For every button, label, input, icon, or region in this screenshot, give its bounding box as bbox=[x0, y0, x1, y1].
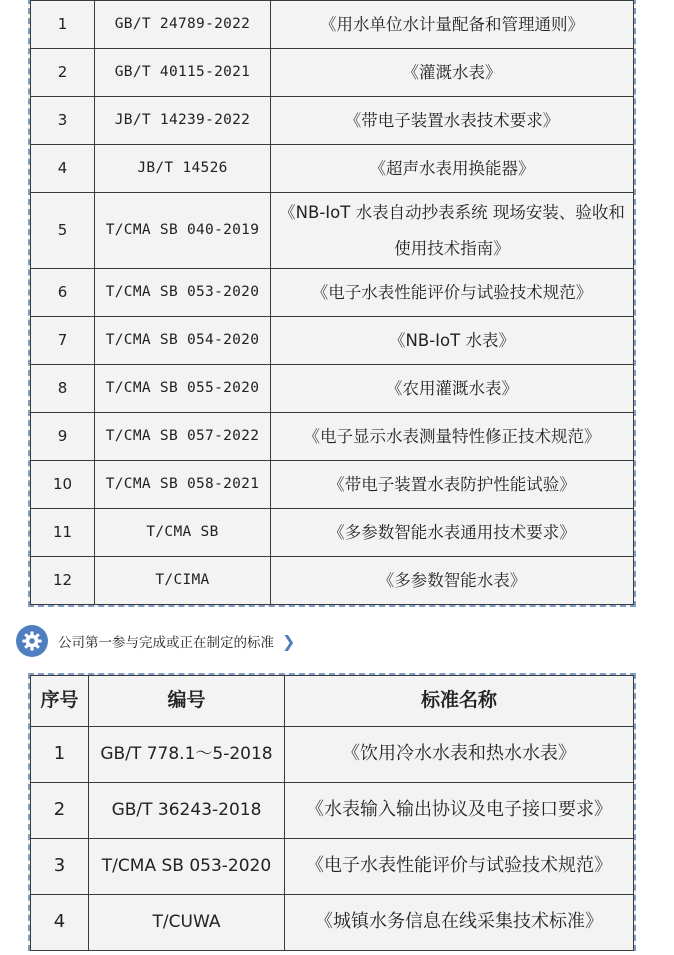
standard-name: 《饮用冷水水表和热水水表》 bbox=[285, 727, 634, 783]
standard-code: JB/T 14526 bbox=[95, 145, 271, 193]
standard-code: T/CMA SB 053-2020 bbox=[89, 839, 285, 895]
standard-name: 《NB-IoT 水表》 bbox=[271, 317, 634, 365]
table-row bbox=[31, 509, 634, 557]
standard-code: T/CMA SB 055-2020 bbox=[95, 365, 271, 413]
row-number: 3 bbox=[31, 97, 95, 145]
gear-icon-graphic bbox=[21, 630, 43, 652]
row-number: 6 bbox=[31, 269, 95, 317]
standard-name: 《水表输入输出协议及电子接口要求》 bbox=[285, 783, 634, 839]
standards-table-2-grid bbox=[30, 675, 634, 951]
row-number: 4 bbox=[31, 895, 89, 951]
table-row bbox=[31, 1, 634, 49]
table-row bbox=[31, 97, 634, 145]
row-number: 9 bbox=[31, 413, 95, 461]
row-number: 12 bbox=[31, 557, 95, 605]
standard-name: 《多参数智能水表通用技术要求》 bbox=[271, 509, 634, 557]
table-row bbox=[31, 49, 634, 97]
standard-name: 《电子水表性能评价与试验技术规范》 bbox=[271, 269, 634, 317]
row-number: 7 bbox=[31, 317, 95, 365]
gear-icon bbox=[16, 625, 48, 657]
standard-code: T/CIMA bbox=[95, 557, 271, 605]
standard-name: 《城镇水务信息在线采集技术标准》 bbox=[285, 895, 634, 951]
row-number: 2 bbox=[31, 783, 89, 839]
standard-name: 《用水单位水计量配备和管理通则》 bbox=[271, 1, 634, 49]
table-row bbox=[31, 365, 634, 413]
standard-code: GB/T 778.1～5-2018 bbox=[89, 727, 285, 783]
standard-name: 《NB-IoT 水表自动抄表系统 现场安装、验收和使用技术指南》 bbox=[271, 193, 634, 269]
header-number: 序号 bbox=[31, 676, 89, 727]
table-row bbox=[31, 727, 634, 783]
section-header[interactable] bbox=[16, 624, 295, 658]
table-header-row bbox=[31, 676, 634, 727]
standard-name: 《电子水表性能评价与试验技术规范》 bbox=[285, 839, 634, 895]
standard-name: 《超声水表用换能器》 bbox=[271, 145, 634, 193]
standard-name: 《电子显示水表测量特性修正技术规范》 bbox=[271, 413, 634, 461]
row-number: 10 bbox=[31, 461, 95, 509]
header-name: 标准名称 bbox=[285, 676, 634, 727]
standard-code: T/CMA SB bbox=[95, 509, 271, 557]
table-row bbox=[31, 145, 634, 193]
chevron-right-icon: ❯ bbox=[282, 631, 296, 651]
table-row bbox=[31, 895, 634, 951]
row-number: 8 bbox=[31, 365, 95, 413]
row-number: 4 bbox=[31, 145, 95, 193]
standard-code: T/CMA SB 053-2020 bbox=[95, 269, 271, 317]
row-number: 11 bbox=[31, 509, 95, 557]
standards-table-2 bbox=[28, 673, 636, 951]
table-row bbox=[31, 839, 634, 895]
table-row bbox=[31, 269, 634, 317]
table-row bbox=[31, 461, 634, 509]
row-number: 5 bbox=[31, 193, 95, 269]
table-row bbox=[31, 193, 634, 269]
standard-code: T/CMA SB 057-2022 bbox=[95, 413, 271, 461]
standard-name: 《灌溉水表》 bbox=[271, 49, 634, 97]
standard-code: GB/T 40115-2021 bbox=[95, 49, 271, 97]
standard-code: GB/T 36243-2018 bbox=[89, 783, 285, 839]
header-code: 编号 bbox=[89, 676, 285, 727]
standard-code: GB/T 24789-2022 bbox=[95, 1, 271, 49]
standard-name: 《农用灌溉水表》 bbox=[271, 365, 634, 413]
standard-name: 《多参数智能水表》 bbox=[271, 557, 634, 605]
row-number: 2 bbox=[31, 49, 95, 97]
standard-code: JB/T 14239-2022 bbox=[95, 97, 271, 145]
table-row bbox=[31, 557, 634, 605]
standard-code: T/CMA SB 058-2021 bbox=[95, 461, 271, 509]
row-number: 3 bbox=[31, 839, 89, 895]
row-number: 1 bbox=[31, 1, 95, 49]
table-row bbox=[31, 317, 634, 365]
standards-table-1-grid bbox=[30, 0, 634, 605]
section-title: 公司第一参与完成或正在制定的标准 bbox=[58, 635, 274, 651]
table-row bbox=[31, 783, 634, 839]
standard-name: 《带电子装置水表技术要求》 bbox=[271, 97, 634, 145]
table-row bbox=[31, 413, 634, 461]
standard-name: 《带电子装置水表防护性能试验》 bbox=[271, 461, 634, 509]
standard-code: T/CMA SB 054-2020 bbox=[95, 317, 271, 365]
standard-code: T/CUWA bbox=[89, 895, 285, 951]
standard-code: T/CMA SB 040-2019 bbox=[95, 193, 271, 269]
row-number: 1 bbox=[31, 727, 89, 783]
standards-table-1 bbox=[28, 0, 636, 607]
